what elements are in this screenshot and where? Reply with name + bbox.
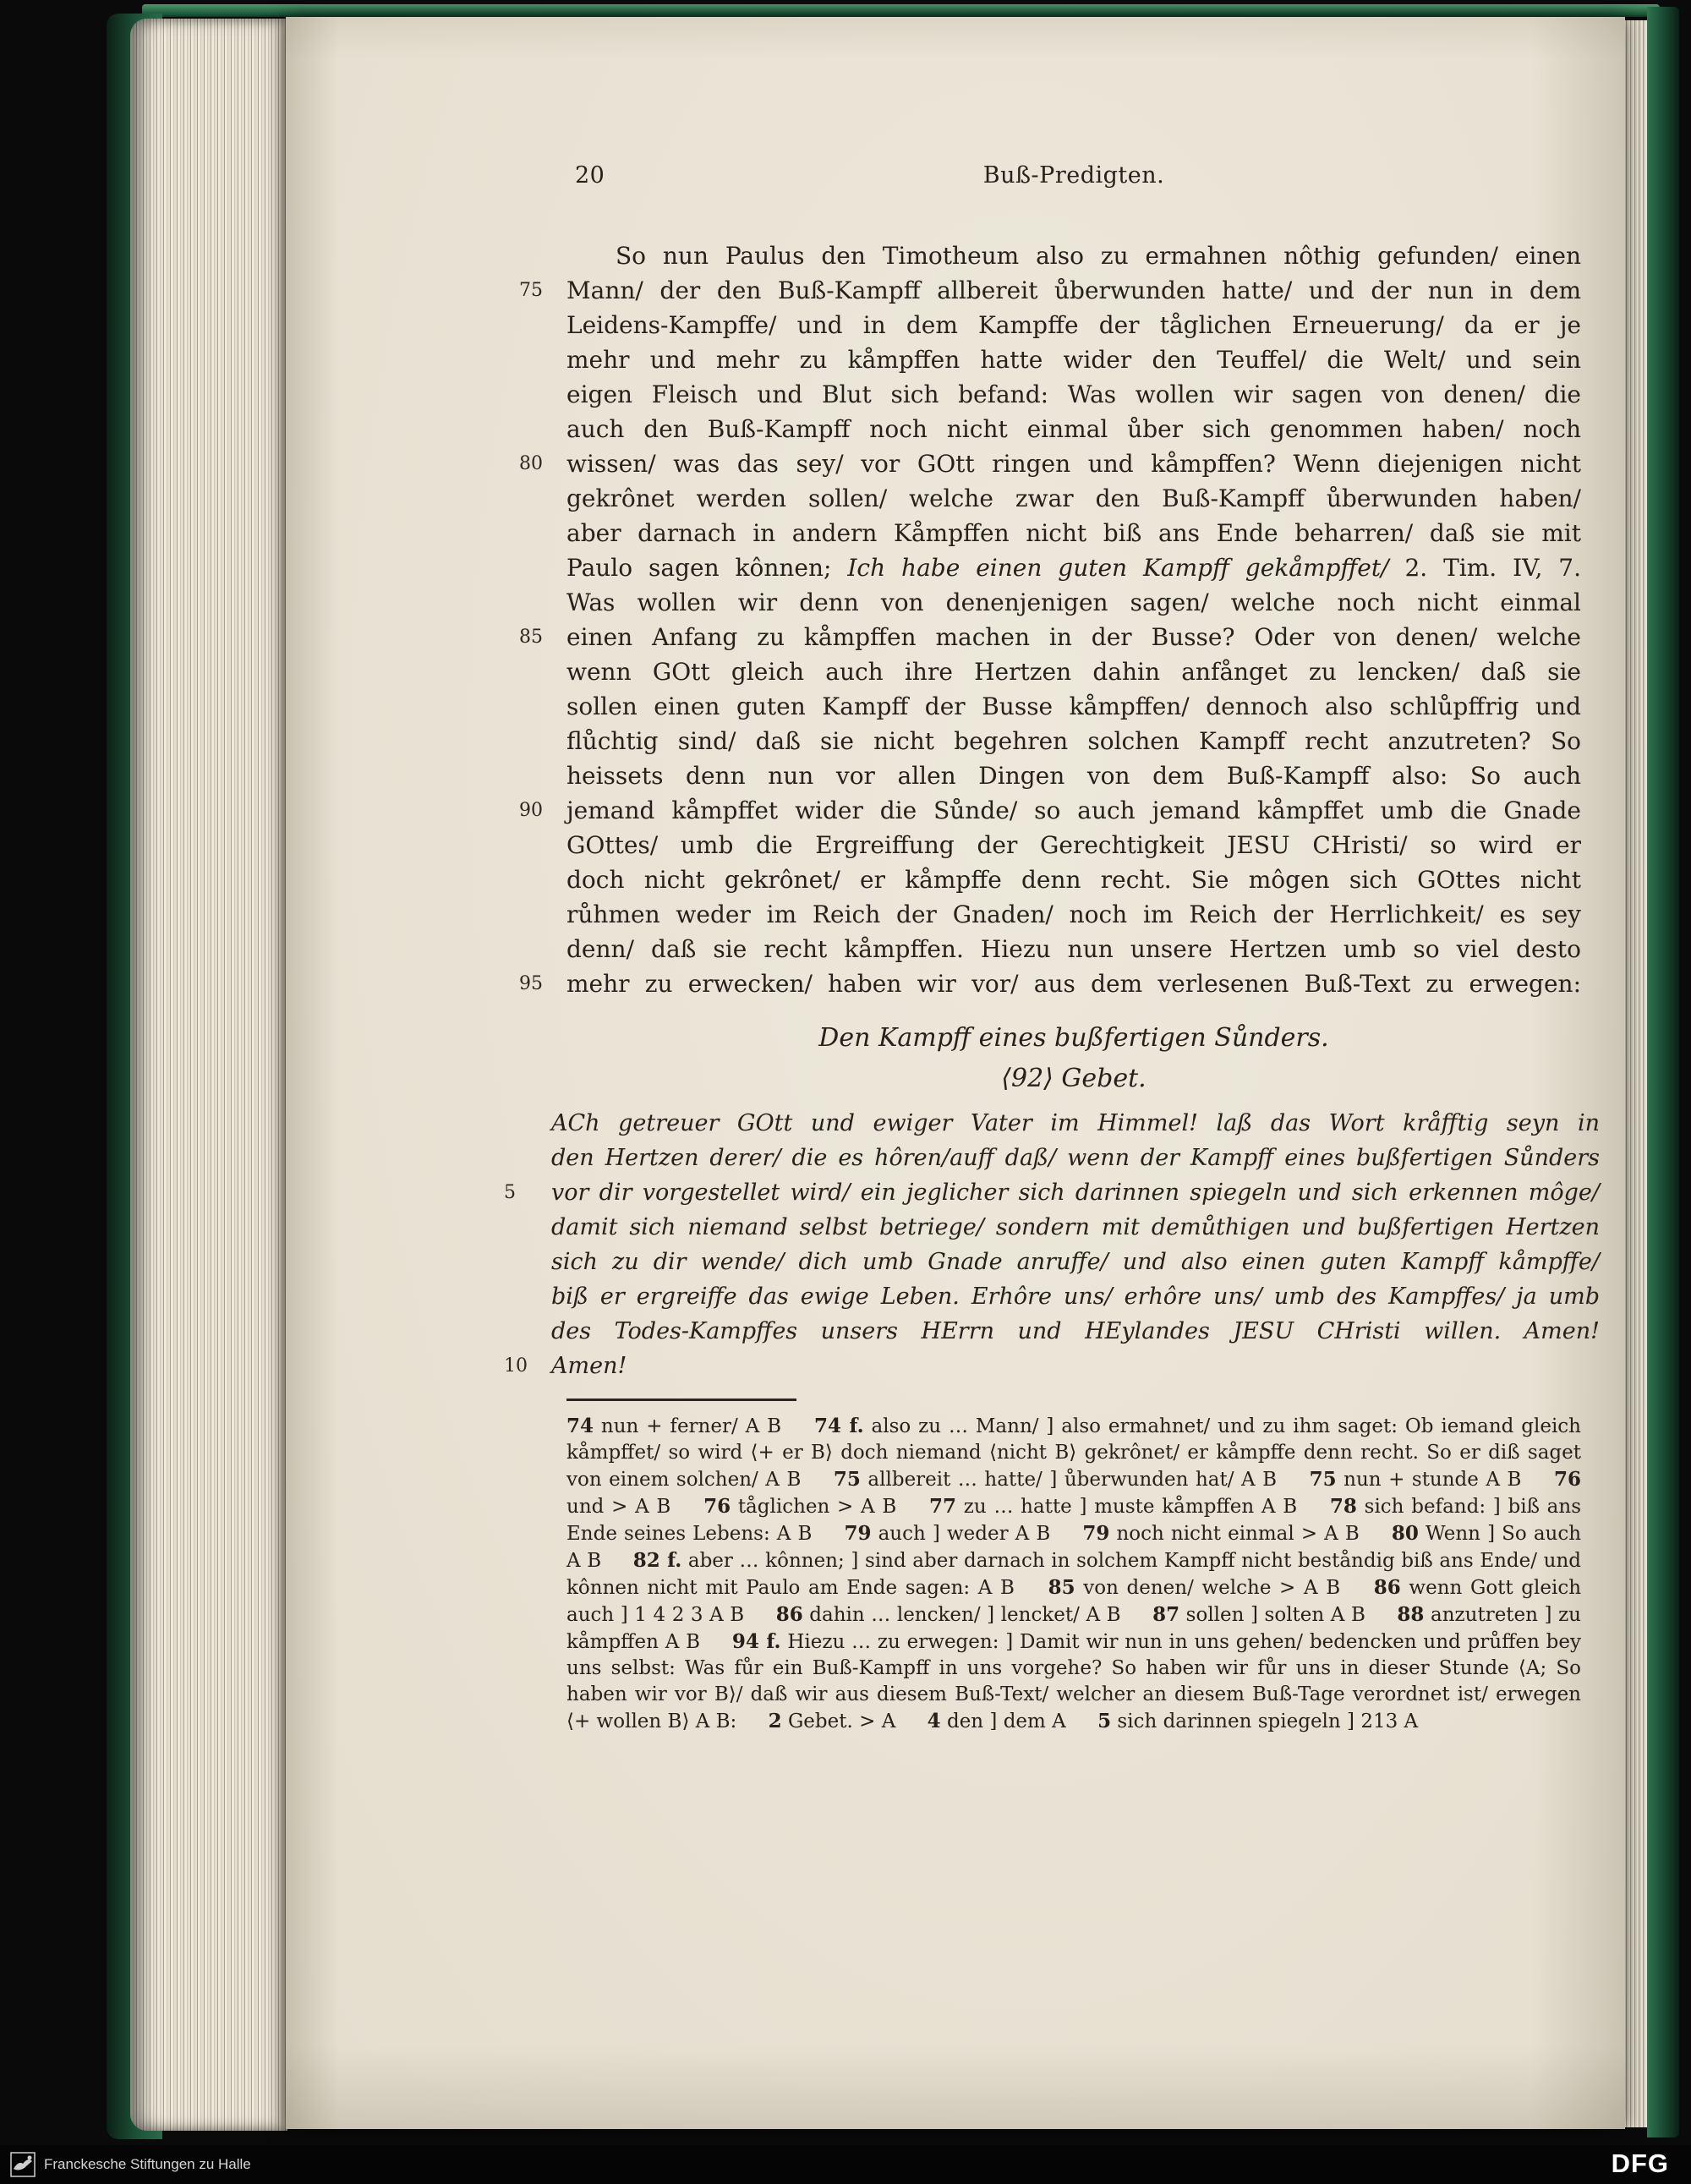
text-line	[566, 342, 1581, 377]
apparatus-entry-text: auch ] weder A B	[878, 1523, 1051, 1545]
text-line-content: flůchtig sind/ daß sie nicht begehren solchen Kampff recht anzutreten? So	[566, 727, 1581, 755]
margin-line-number: 85	[519, 627, 543, 648]
prayer-line	[551, 1279, 1600, 1314]
apparatus-entry-text: wenn Gott gleich auch ] 1 4 2 3 A B	[566, 1577, 1582, 1626]
scripture-quote: Ich habe einen guten Kampff gekåmpffet/	[847, 554, 1389, 582]
text-line-content: So nun Paulus den Timotheum also zu ermahnen nôthig gefunden/ einen	[616, 242, 1581, 270]
text-line-content: růhmen weder im Reich der Gnaden/ noch im Reich der Herrlichkeit/ es sey	[566, 900, 1581, 928]
text-line-content: auch den Buß-Kampff noch nicht einmal ůber sich genommen haben/ noch	[566, 415, 1581, 443]
text-line-content: GOttes/ umb die Ergreiffung der Gerechtigkeit JESU CHristi/ so wird er	[566, 831, 1581, 859]
apparatus-entry-text: noch nicht einmal > A B	[1116, 1523, 1360, 1545]
apparatus-entry-text: Gebet. > A	[787, 1711, 896, 1732]
prayer-line-content: Amen!	[551, 1353, 627, 1379]
prayer-line-content: sich zu dir wende/ dich umb Gnade anruffe/ und also einen guten Kampff kåmpffe/	[551, 1249, 1600, 1275]
dfg-logo: DFG	[1611, 2148, 1669, 2178]
text-line	[519, 966, 1581, 1001]
text-line-content: mehr zu erwecken/ haben wir vor/ aus dem verlesenen Buß-Text zu erwegen:	[566, 970, 1581, 998]
apparatus-entry-number: 74	[566, 1415, 594, 1437]
running-title: Buß-Predigten.	[982, 162, 1165, 189]
prayer-line-content: den Hertzen derer/ die es hôren/auff daß/ wenn der Kampff eines bußfertigen Sůnders	[551, 1145, 1600, 1171]
text-line-content: doch nicht gekrônet/ er kåmpffe denn recht. Sie môgen sich GOttes nicht	[566, 866, 1581, 894]
apparatus-divider-rule	[566, 1399, 796, 1401]
prayer-line	[551, 1314, 1600, 1349]
apparatus-entry-number: 87	[1152, 1603, 1180, 1626]
apparatus-entry-number: 86	[1373, 1576, 1401, 1599]
prayer-line	[551, 1106, 1600, 1141]
text-line	[519, 793, 1581, 828]
text-line-content: einen Anfang zu kåmpffen machen in der Busse? Oder von denen/ welche	[566, 623, 1581, 651]
text-line-content: mehr und mehr zu kåmpffen hatte wider den Teuffel/ die Welt/ und sein	[566, 346, 1581, 374]
text-line-content: wissen/ was das sey/ vor GOtt ringen und kåmpffen? Wenn diejenigen nicht	[566, 450, 1581, 478]
apparatus-entry-number: 77	[929, 1495, 957, 1518]
apparatus-entry-text: nun + ferner/ A B	[600, 1415, 782, 1437]
apparatus-entry-number: 85	[1048, 1576, 1075, 1599]
prayer-line	[504, 1175, 1600, 1210]
apparatus-entry-text: aber … kônnen; ] sind aber darnach in solchem Kampff nicht beståndig biß ans Ende/ und kônnen nicht mit Paulo am Ende sagen: A B	[566, 1550, 1581, 1599]
book-page	[286, 17, 1625, 2129]
text-line-content: jemand kåmpffet wider die Sůnde/ so auch jemand kåmpffet umb die Gnade	[566, 796, 1581, 824]
franckesche-stiftungen-logo-icon	[10, 2152, 36, 2177]
text-line-content: Mann/ der den Buß-Kampff allbereit ůberwunden hatte/ und der nun in dem	[566, 276, 1581, 304]
text-line	[566, 516, 1581, 550]
apparatus-entry-text: zu … hatte ] muste kåmpffen A B	[963, 1496, 1298, 1518]
text-line	[519, 273, 1581, 308]
text-line	[566, 481, 1581, 516]
main-text	[519, 238, 1581, 1001]
text-line	[566, 724, 1581, 758]
apparatus-entry-text: von denen/ welche > A B	[1083, 1577, 1341, 1599]
apparatus-entry-number: 80	[1391, 1522, 1419, 1545]
apparatus-entry	[776, 1604, 1121, 1626]
text-line-content: Leidens-Kampffe/ und in dem Kampffe der tåglichen Erneuerung/ da er je	[566, 311, 1581, 339]
critical-apparatus	[566, 1413, 1581, 1735]
apparatus-entry-number: 78	[1329, 1495, 1357, 1518]
book-cover-top-edge	[142, 4, 1660, 17]
apparatus-entry-text: sich darinnen spiegeln ] 213 A	[1117, 1711, 1419, 1732]
apparatus-entry-number: 74 f.	[813, 1415, 864, 1437]
text-line-content: heissets denn nun vor allen Dingen von dem Buß-Kampff also: So auch	[566, 762, 1581, 790]
text-line-content: gekrônet werden sollen/ welche zwar den Buß-Kampff ůberwunden haben/	[566, 484, 1581, 512]
section-heading: Den Kampff eines bußfertigen Sůnders.	[818, 1023, 1329, 1053]
prayer-line	[504, 1349, 1600, 1383]
text-line	[566, 897, 1581, 932]
text-line-content: wenn GOtt gleich auch ihre Hertzen dahin anfånget zu lencken/ daß sie	[566, 658, 1581, 686]
margin-line-number: 95	[519, 973, 543, 994]
margin-line-number: 80	[519, 453, 543, 474]
apparatus-entry-text: anzutreten ] zu kåmpffen A B	[566, 1604, 1581, 1653]
text-line	[566, 377, 1581, 412]
text-line-content: eigen Fleisch und Blut sich befand: Was wollen wir sagen von denen/ die	[566, 380, 1581, 408]
text-line	[566, 758, 1581, 793]
text-line	[566, 932, 1581, 966]
text-line-content: aber darnach in andern Kåmpffen nicht biß ans Ende beharren/ daß sie mit	[566, 519, 1581, 547]
apparatus-entry-number: 2	[768, 1710, 782, 1732]
text-line-content: 2. Tim. IV, 7.	[1388, 554, 1581, 582]
text-line-content: denn/ daß sie recht kåmpffen. Hiezu nun unsere Hertzen umb so viel desto	[566, 935, 1581, 963]
prayer-line-content: biß er ergreiffe das ewige Leben. Erhôre uns/ erhôre uns/ umb des Kampffes/ ja umb	[551, 1284, 1600, 1310]
apparatus-entry-number: 79	[844, 1522, 872, 1545]
footer-bar	[0, 2145, 1691, 2184]
apparatus-entry-text: und > A B	[566, 1496, 671, 1518]
apparatus-entry	[1082, 1523, 1359, 1545]
apparatus-entry-text: Wenn ] So auch A B	[566, 1523, 1582, 1572]
prayer-line	[551, 1245, 1600, 1279]
prayer-line-content: damit sich niemand selbst betriege/ sondern mit demůthigen und bußfertigen Hertzen	[551, 1214, 1600, 1240]
text-line	[566, 550, 1581, 585]
left-page-stack-edges	[130, 19, 287, 2131]
margin-line-number: 5	[504, 1182, 516, 1203]
page-content	[504, 162, 1600, 1735]
apparatus-entry-text: sich befand: ] biß ans Ende seines Lebens: A B	[566, 1496, 1582, 1545]
apparatus-entry-text: Hiezu … zu erwegen: ] Damit wir nun in uns gehen/ bedencken und průffen bey uns selbst: Was fůr ein Buß-Kampff in uns vorgehe? So haben wir fůr uns in dieser Stunde ⟨A; So haben wir vor B⟩/ daß wir aus diesem Buß-Text/ welcher an diesem Buß-Tage verordnet ist/ erwegen ⟨+ wollen B⟩ A B:	[566, 1631, 1581, 1732]
apparatus-entry	[928, 1711, 1066, 1732]
apparatus-entry-number: 79	[1082, 1522, 1110, 1545]
prayer-line-content: des Todes-Kampffes unsers HErrn und HEylandes JESU CHristi willen. Amen!	[551, 1318, 1600, 1344]
text-line	[566, 585, 1581, 620]
apparatus-entry	[566, 1631, 1581, 1732]
page-header	[566, 162, 1581, 196]
apparatus-entry	[929, 1496, 1297, 1518]
apparatus-entry	[703, 1496, 896, 1518]
text-line-content: Paulo sagen kônnen;	[566, 554, 848, 582]
apparatus-entry-text: tåglichen > A B	[737, 1496, 897, 1518]
apparatus-entry	[844, 1523, 1050, 1545]
apparatus-entry	[834, 1469, 1277, 1491]
apparatus-entry	[769, 1711, 896, 1732]
margin-line-number: 90	[519, 800, 543, 821]
text-line	[566, 689, 1581, 724]
apparatus-entry	[1310, 1469, 1522, 1491]
apparatus-entry-text: sollen ] solten A B	[1185, 1604, 1365, 1626]
archive-name: Franckesche Stiftungen zu Halle	[44, 2156, 251, 2172]
text-line-content: sollen einen guten Kampff der Busse kåmpffen/ dennoch also schlůpffrig und	[566, 692, 1581, 720]
apparatus-entry-number: 75	[833, 1468, 861, 1491]
apparatus-entry	[1048, 1577, 1341, 1599]
apparatus-entry-number: 86	[775, 1603, 803, 1626]
apparatus-entry-number: 76	[1554, 1468, 1582, 1491]
prayer-text	[504, 1106, 1600, 1383]
prayer-line-content: ACh getreuer GOtt und ewiger Vater im Himmel! laß das Wort kråfftig seyn in	[551, 1110, 1600, 1136]
apparatus-entry-number: 4	[927, 1710, 941, 1732]
book-cover-right-edge	[1647, 7, 1679, 2137]
prayer-line	[551, 1210, 1600, 1245]
text-line	[519, 620, 1581, 654]
archive-branding	[10, 2152, 251, 2177]
text-line	[566, 308, 1581, 342]
text-line	[566, 862, 1581, 897]
apparatus-entry-number: 82 f.	[632, 1549, 682, 1572]
apparatus-entry	[1097, 1711, 1418, 1732]
margin-line-number: 75	[519, 280, 543, 301]
text-line	[566, 412, 1581, 446]
prayer-line	[551, 1141, 1600, 1175]
text-line	[519, 446, 1581, 481]
apparatus-entry-number: 94 f.	[731, 1630, 781, 1653]
prayer-line-content: vor dir vorgestellet wird/ ein jeglicher sich darinnen spiegeln und sich erkennen môge/	[551, 1180, 1600, 1206]
apparatus-entry	[1152, 1604, 1365, 1626]
text-line	[566, 654, 1581, 689]
margin-line-number: 10	[504, 1355, 528, 1377]
apparatus-entry-number: 75	[1309, 1468, 1337, 1491]
section-subheading: ⟨92⟩ Gebet.	[1001, 1064, 1146, 1093]
text-line-content: Was wollen wir denn von denenjenigen sagen/ welche noch nicht einmal	[566, 588, 1581, 616]
apparatus-entry-text: den ] dem A	[946, 1711, 1066, 1732]
page-number: 20	[575, 162, 605, 189]
apparatus-entry-text: allbereit … hatte/ ] ůberwunden hat/ A B	[867, 1469, 1278, 1491]
apparatus-entry-number: 5	[1097, 1710, 1112, 1732]
text-line	[566, 238, 1581, 273]
apparatus-entry-text: dahin … lencken/ ] lencket/ A B	[809, 1604, 1121, 1626]
apparatus-entry-text: nun + stunde A B	[1343, 1469, 1522, 1491]
apparatus-entry-number: 76	[703, 1495, 731, 1518]
text-line	[566, 828, 1581, 862]
apparatus-entry	[566, 1415, 781, 1437]
apparatus-entry-text: also zu … Mann/ ] also ermahnet/ und zu ihm saget: Ob iemand gleich kåmpffet/ so wird ⟨+ er B⟩ doch niemand ⟨nicht B⟩ gekrônet/ er kåmpffe denn recht. So er diß saget von einem solchen/ A B	[566, 1415, 1581, 1491]
apparatus-entry-number: 88	[1397, 1603, 1425, 1626]
